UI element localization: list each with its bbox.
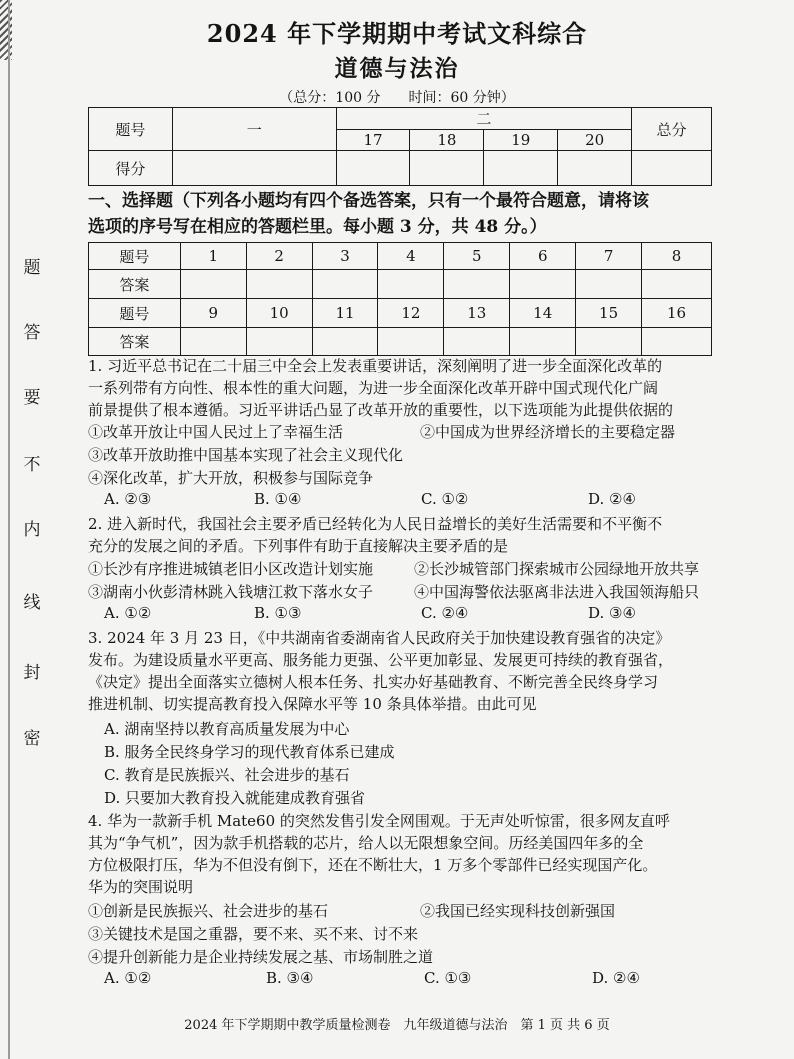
question-3-choices xyxy=(88,787,728,809)
answer-cell[interactable] xyxy=(180,328,246,356)
question-number: 16 xyxy=(642,299,712,328)
stem-line: 一系列带有方向性、根本性的重大问题，为进一步全面深化改革开辟中国式现代化广阔 xyxy=(88,379,659,397)
score-table-part2: 二 xyxy=(336,108,632,130)
choice-b[interactable]: B. ①③ xyxy=(254,604,302,622)
question-number: 7 xyxy=(576,243,642,270)
question-3-choices xyxy=(88,718,728,740)
answer-cell[interactable] xyxy=(312,270,378,299)
stem-line: 4. 华为一款新手机 Mate60 的突然发售引发全网围观。于无声处听惊雷，很多网友直呼 xyxy=(88,812,670,830)
stem-line: 前景提供了根本遵循。习近平讲话凸显了改革开放的重要性，以下选项能为此提供依据的 xyxy=(88,401,674,419)
stem-line: 华为的突围说明 xyxy=(88,878,194,896)
item: ①创新是民族振兴、社会进步的基石 xyxy=(88,902,329,920)
choice-b[interactable]: B. 服务全民终身学习的现代教育体系已建成 xyxy=(104,743,395,761)
seal-line-sidebar xyxy=(0,0,58,1059)
question-3-choices xyxy=(88,764,728,786)
seal-char: 封 xyxy=(23,663,41,683)
choice-c[interactable]: C. ①② xyxy=(421,490,469,508)
question-number: 2 xyxy=(246,243,312,270)
question-1-items xyxy=(88,467,728,489)
answer-cell[interactable] xyxy=(246,328,312,356)
question-4-choices xyxy=(88,969,728,991)
question-2-choices xyxy=(88,604,728,626)
answer-cell[interactable] xyxy=(444,270,510,299)
choice-d[interactable]: D. ③④ xyxy=(588,604,636,622)
question-4-items xyxy=(88,900,728,922)
seal-char: 密 xyxy=(23,729,41,749)
item: ④中国海警依法驱离非法进入我国领海船只 xyxy=(414,583,700,601)
choice-a[interactable]: A. ②③ xyxy=(104,490,152,508)
score-table-part1: 一 xyxy=(172,108,336,151)
stem-line: 2. 进入新时代，我国社会主要矛盾已经转化为人民日益增长的美好生活需要和不平衡不 xyxy=(88,515,663,533)
item: ③改革开放助推中国基本实现了社会主义现代化 xyxy=(88,446,404,464)
stem-line: 推进机制、切实提高教育投入保障水平等 10 条具体举措。由此可见 xyxy=(88,695,537,713)
choice-c[interactable]: C. 教育是民族振兴、社会进步的基石 xyxy=(104,766,350,784)
choice-d[interactable]: D. ②④ xyxy=(588,490,636,508)
question-4-items xyxy=(88,923,728,945)
question-4-stem xyxy=(88,810,728,898)
score-table-sub: 17 xyxy=(336,130,410,151)
answer-cell[interactable] xyxy=(510,328,576,356)
choice-c[interactable]: C. ①③ xyxy=(424,969,472,987)
question-1-choices xyxy=(88,490,728,512)
score-cell[interactable] xyxy=(336,151,410,186)
question-number: 3 xyxy=(312,243,378,270)
score-cell[interactable] xyxy=(558,151,632,186)
stem-line: 充分的发展之间的矛盾。下列事件有助于直接解决主要矛盾的是 xyxy=(88,537,509,555)
choice-b[interactable]: B. ③④ xyxy=(266,969,314,987)
score-table xyxy=(88,107,712,186)
seal-char: 线 xyxy=(23,593,41,613)
exam-meta: （总分：100 分 时间：60 分钟） xyxy=(279,90,515,106)
item: ③湖南小伙彭清林跳入钱塘江救下落水女子 xyxy=(88,583,374,601)
question-1-stem xyxy=(88,355,728,421)
choice-a[interactable]: A. 湖南坚持以教育高质量发展为中心 xyxy=(104,720,350,738)
stem-line: 《决定》提出全面落实立德树人根本任务、扎实办好基础教育、不断完善全民终身学习 xyxy=(88,673,659,691)
score-cell[interactable] xyxy=(172,151,336,186)
item: ④提升创新能力是企业持续发展之基、市场制胜之道 xyxy=(88,948,434,966)
answer-cell[interactable] xyxy=(642,328,712,356)
seal-char: 不 xyxy=(23,455,41,475)
answer-cell[interactable] xyxy=(576,270,642,299)
section-heading-line: 选项的序号写在相应的答题栏里。每小题 3 分，共 48 分。） xyxy=(88,217,547,237)
stem-line: 其为“争气机”，因为款手机搭载的芯片，给人以无限想象空间。历经美国四年多的全 xyxy=(88,834,644,852)
question-number: 9 xyxy=(180,299,246,328)
exam-subject: 道德与法治 xyxy=(334,55,460,82)
question-number: 4 xyxy=(378,243,444,270)
answer-row-label: 题号 xyxy=(89,299,181,328)
score-table-sub: 19 xyxy=(484,130,558,151)
question-number: 12 xyxy=(378,299,444,328)
score-cell[interactable] xyxy=(632,151,712,186)
score-cell[interactable] xyxy=(484,151,558,186)
answer-cell[interactable] xyxy=(180,270,246,299)
question-number: 5 xyxy=(444,243,510,270)
answer-cell[interactable] xyxy=(510,270,576,299)
score-table-header: 题号 xyxy=(89,108,173,151)
question-2-stem xyxy=(88,513,728,557)
score-row-label: 得分 xyxy=(89,151,173,186)
answer-cell[interactable] xyxy=(246,270,312,299)
section-heading xyxy=(88,188,718,240)
stem-line: 1. 习近平总书记在二十届三中全会上发表重要讲话，深刻阐明了进一步全面深化改革的 xyxy=(88,357,663,375)
score-table-sub: 18 xyxy=(410,130,484,151)
seal-char: 答 xyxy=(23,323,41,343)
question-number: 1 xyxy=(180,243,246,270)
answer-row-label: 答案 xyxy=(89,328,181,356)
choice-a[interactable]: A. ①② xyxy=(104,969,152,987)
seal-char: 题 xyxy=(23,258,41,278)
stem-line: 3. 2024 年 3 月 23 日，《中共湖南省委湖南省人民政府关于加快建设教育强省的决定》 xyxy=(88,629,671,647)
choice-a[interactable]: A. ①② xyxy=(104,604,152,622)
stem-line: 发布。为建设质量水平更高、服务能力更强、公平更加彰显、发展更可持续的教育强省， xyxy=(88,651,674,669)
choice-c[interactable]: C. ②④ xyxy=(421,604,469,622)
choice-d[interactable]: D. 只要加大教育投入就能建成教育强省 xyxy=(104,789,366,807)
question-2-items xyxy=(88,558,728,580)
answer-cell[interactable] xyxy=(576,328,642,356)
question-1-items xyxy=(88,444,728,466)
item: ②长沙城管部门探索城市公园绿地开放共享 xyxy=(414,560,700,578)
question-number: 14 xyxy=(510,299,576,328)
score-table-sub: 20 xyxy=(558,130,632,151)
question-number: 6 xyxy=(510,243,576,270)
item: ①改革开放让中国人民过上了幸福生活 xyxy=(88,423,344,441)
answer-cell[interactable] xyxy=(378,328,444,356)
question-number: 8 xyxy=(642,243,712,270)
stem-line: 方位极限打压，华为不但没有倒下，还在不断壮大，1 万多个零部件已经实现国产化。 xyxy=(88,856,658,874)
question-3-stem xyxy=(88,627,728,715)
item: ②中国成为世界经济增长的主要稳定器 xyxy=(420,423,676,441)
question-number: 10 xyxy=(246,299,312,328)
question-number: 11 xyxy=(312,299,378,328)
answer-cell[interactable] xyxy=(642,270,712,299)
choice-d[interactable]: D. ②④ xyxy=(592,969,640,987)
question-number: 13 xyxy=(444,299,510,328)
choice-b[interactable]: B. ①④ xyxy=(254,490,302,508)
item: ③关键技术是国之重器，要不来、买不来、讨不来 xyxy=(88,925,419,943)
answer-cell[interactable] xyxy=(378,270,444,299)
item: ④深化改革，扩大开放，积极参与国际竞争 xyxy=(88,469,374,487)
answer-row-label: 题号 xyxy=(89,243,181,270)
answer-cell[interactable] xyxy=(312,328,378,356)
page-footer: 2024 年下学期期中教学质量检测卷 九年级道德与法治 第 1 页 共 6 页 xyxy=(184,1018,610,1033)
question-number: 15 xyxy=(576,299,642,328)
question-4-items xyxy=(88,946,728,968)
item: ①长沙有序推进城镇老旧小区改造计划实施 xyxy=(88,560,374,578)
answer-row-label: 答案 xyxy=(89,270,181,299)
section-heading-line: 一、选择题（下列各小题均有四个备选答案，只有一个最符合题意，请将该 xyxy=(88,191,649,211)
question-2-items xyxy=(88,581,728,603)
exam-title: 2024 年下学期期中考试文科综合 xyxy=(206,19,588,48)
answer-cell[interactable] xyxy=(444,328,510,356)
answer-table xyxy=(88,242,712,356)
question-3-choices xyxy=(88,741,728,763)
seal-line xyxy=(8,0,10,1059)
seal-char: 要 xyxy=(23,388,41,408)
question-1-items xyxy=(88,421,728,443)
score-table-total: 总分 xyxy=(632,108,712,151)
seal-char: 内 xyxy=(23,520,41,540)
score-cell[interactable] xyxy=(410,151,484,186)
item: ②我国已经实现科技创新强国 xyxy=(420,902,616,920)
